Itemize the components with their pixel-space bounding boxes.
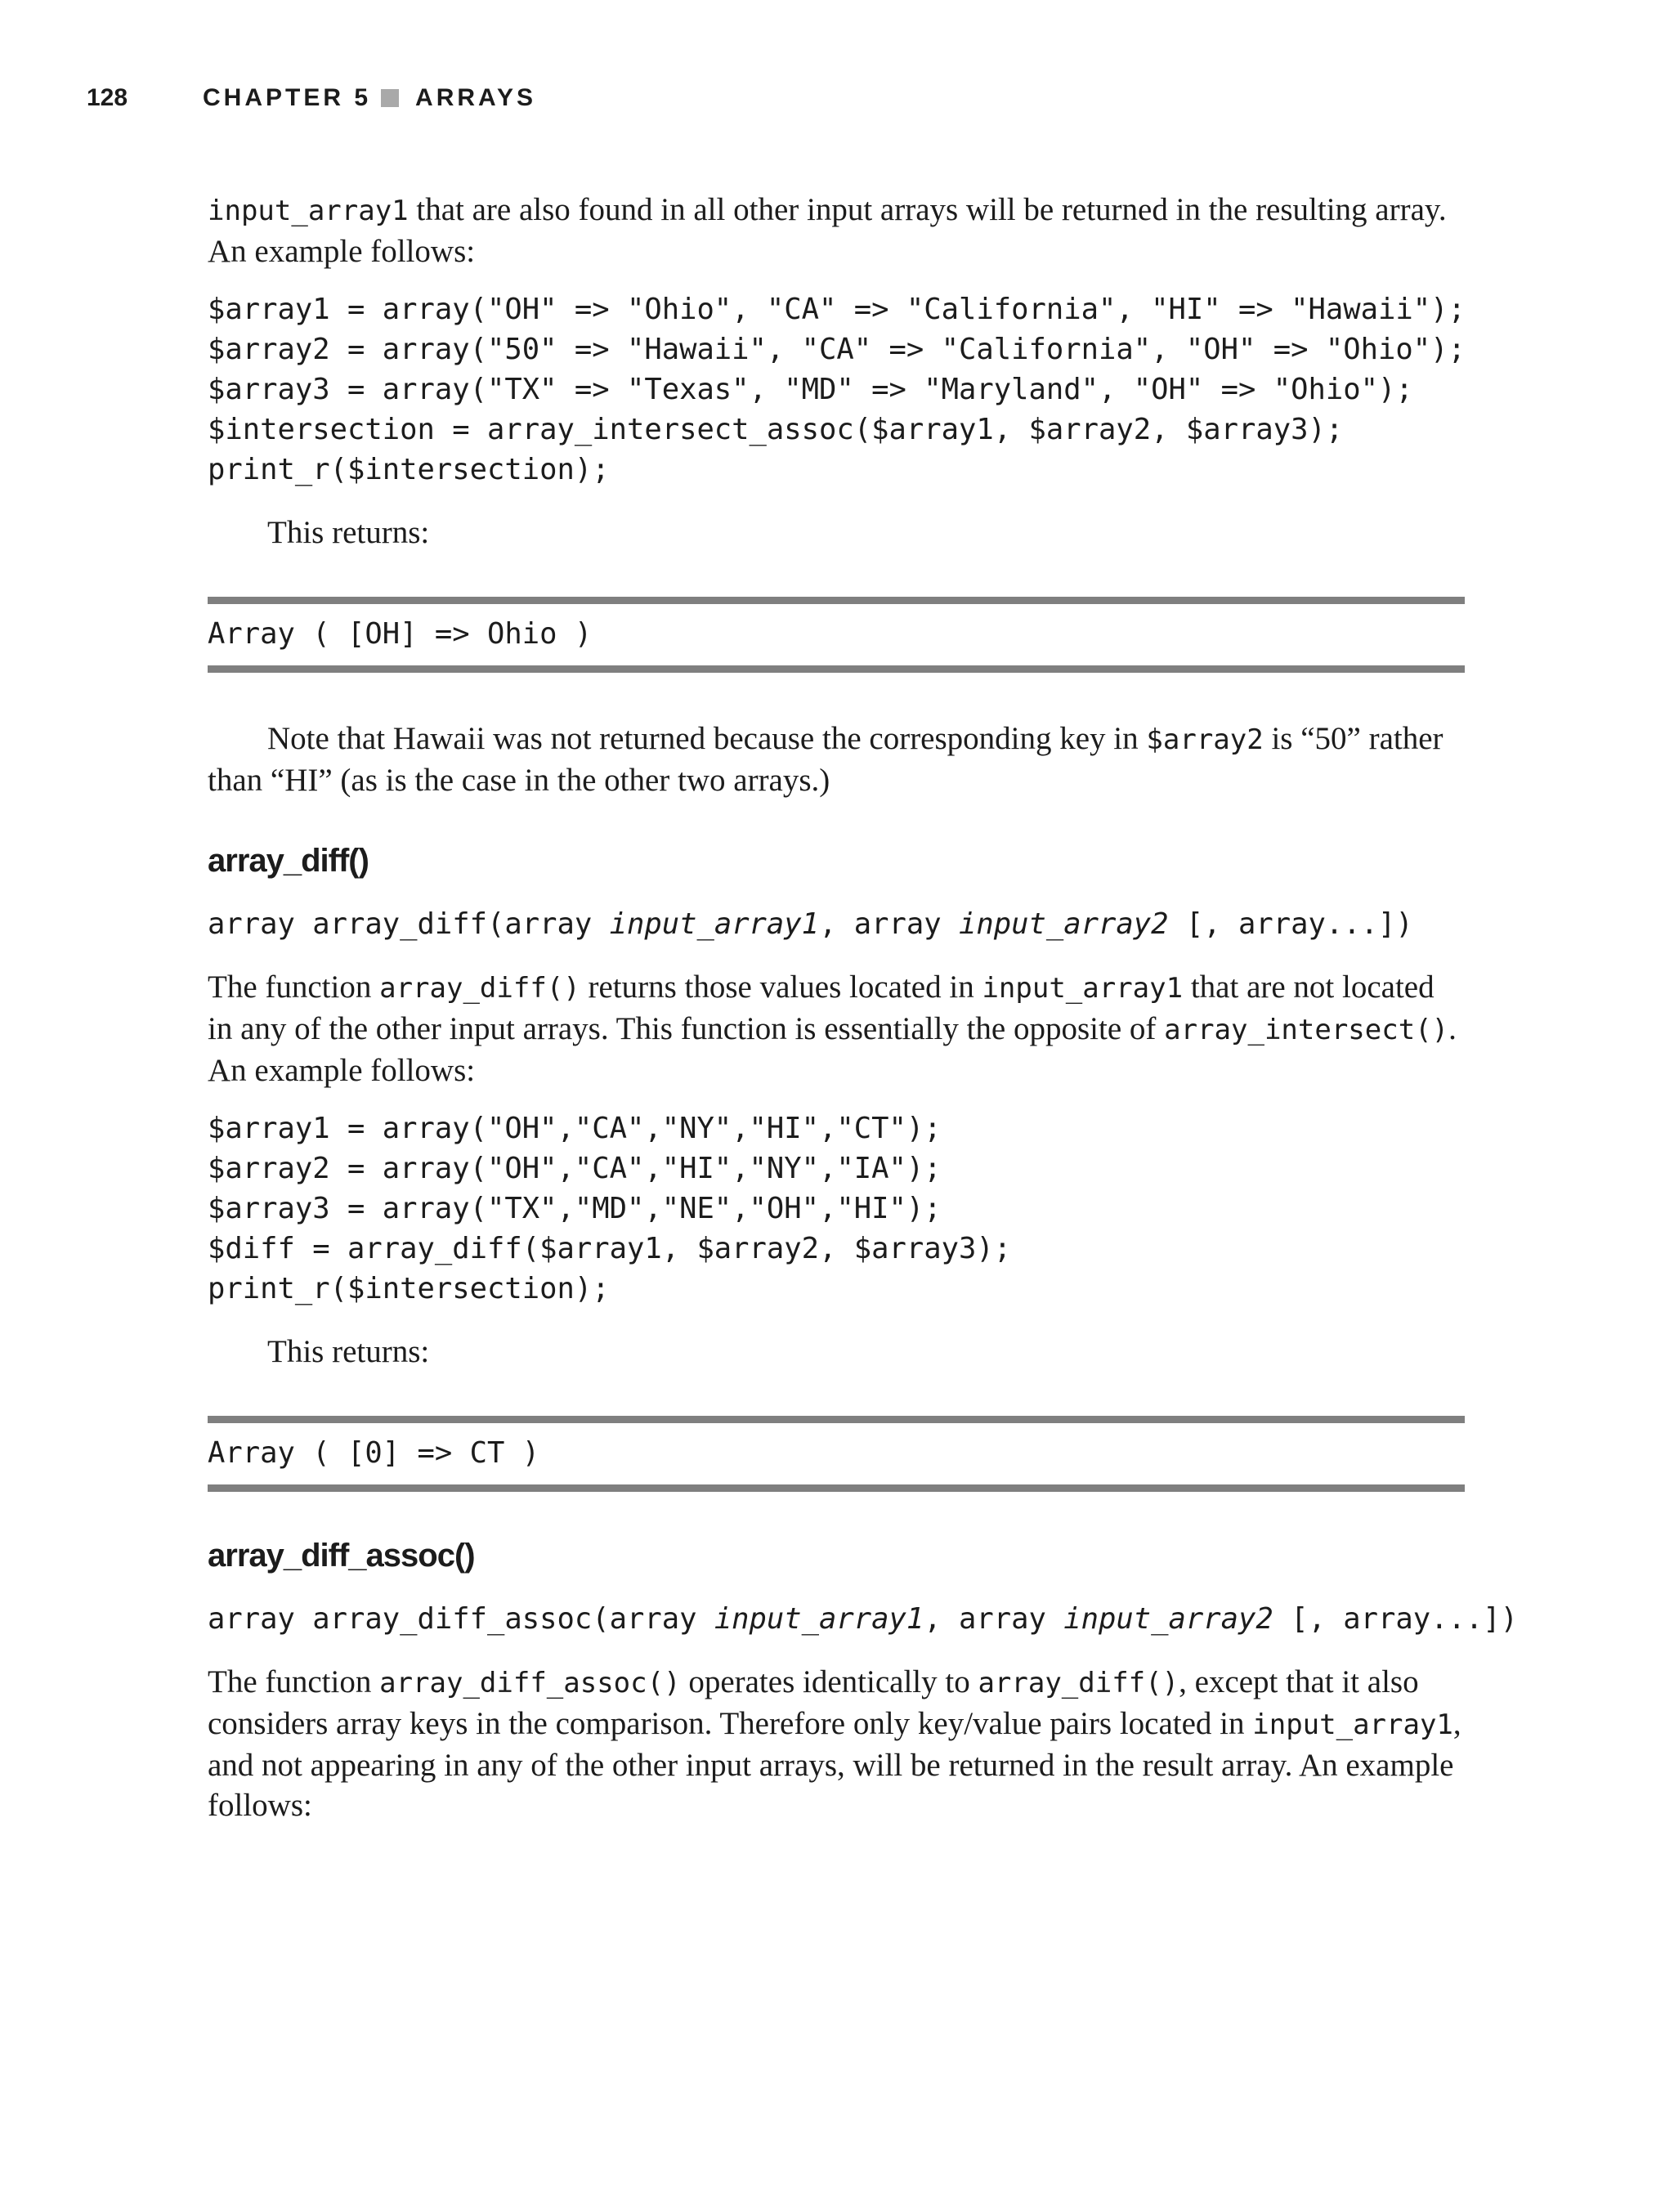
inline-code: array_diff() bbox=[978, 1667, 1179, 1699]
code-line: $array1 = array("OH" => "Ohio", "CA" => "California", "HI" => "Hawaii"); bbox=[208, 293, 1466, 326]
signature-text: array array_diff(array bbox=[208, 907, 610, 941]
code-line: $array2 = array("OH","CA","HI","NY","IA"); bbox=[208, 1152, 942, 1185]
inline-code: array_diff() bbox=[379, 972, 580, 1005]
function-signature bbox=[208, 904, 1466, 944]
array-diff-description bbox=[208, 967, 1466, 1090]
paragraph-text: , except that it also considers array keys in the comparison. Therefore only key/value pairs located in bbox=[208, 1664, 1419, 1741]
returns-label: This returns: bbox=[267, 515, 430, 550]
inline-code: $array2 bbox=[1146, 723, 1264, 756]
signature-text: [, array...]) bbox=[1273, 1602, 1518, 1636]
chapter-title: CHAPTER 5 bbox=[203, 84, 372, 111]
code-line: print_r($intersection); bbox=[208, 453, 610, 486]
section-heading-array-diff: array_diff() bbox=[208, 843, 369, 879]
page-number: 128 bbox=[87, 84, 128, 111]
inline-code: input_array1 bbox=[982, 972, 1184, 1005]
section-title: ARRAYS bbox=[415, 84, 536, 111]
signature-param: input_array1 bbox=[714, 1602, 924, 1636]
code-block-array-diff bbox=[208, 1108, 1466, 1309]
code-line: $array3 = array("TX","MD","NE","OH","HI"); bbox=[208, 1192, 942, 1225]
signature-text: , array bbox=[924, 1602, 1064, 1636]
output-box bbox=[208, 1416, 1465, 1492]
returns-label: This returns: bbox=[267, 1334, 430, 1369]
code-line: $array2 = array("50" => "Hawaii", "CA" => "California", "OH" => "Ohio"); bbox=[208, 333, 1466, 366]
chapter-label bbox=[203, 84, 536, 112]
inline-code: input_array1 bbox=[1252, 1708, 1453, 1741]
signature-param: input_array2 bbox=[959, 907, 1169, 941]
code-line: $array1 = array("OH","CA","NY","HI","CT"); bbox=[208, 1112, 942, 1145]
paragraph-text: . An example follows: bbox=[208, 1011, 1457, 1088]
output-text: Array ( [OH] => Ohio ) bbox=[208, 617, 593, 651]
code-line: print_r($intersection); bbox=[208, 1272, 610, 1305]
array-diff-assoc-description bbox=[208, 1662, 1466, 1825]
inline-code: input_array1 bbox=[208, 195, 409, 227]
signature-text: [, array...]) bbox=[1168, 907, 1413, 941]
output-box bbox=[208, 597, 1465, 673]
paragraph-text: is “50” rather than “HI” (as is the case in the other two arrays.) bbox=[208, 721, 1443, 798]
paragraph-text: that are not located in any of the other input arrays. This function is essentially the opposite of bbox=[208, 969, 1435, 1046]
code-line: $intersection = array_intersect_assoc($array1, $array2, $array3); bbox=[208, 413, 1344, 446]
page-content bbox=[208, 188, 1518, 1825]
paragraph-text: The function bbox=[208, 1664, 380, 1699]
code-line: $array3 = array("TX" => "Texas", "MD" => "Maryland", "OH" => "Ohio"); bbox=[208, 373, 1413, 406]
paragraph-text: The function bbox=[208, 969, 380, 1005]
signature-text: array array_diff_assoc(array bbox=[208, 1602, 714, 1636]
inline-code: array_intersect() bbox=[1164, 1014, 1449, 1046]
intro-paragraph bbox=[208, 190, 1466, 271]
signature-param: input_array1 bbox=[609, 907, 820, 941]
signature-param: input_array2 bbox=[1063, 1602, 1273, 1636]
paragraph-text: returns those values located in bbox=[580, 969, 982, 1005]
paragraph-text: operates identically to bbox=[680, 1664, 978, 1699]
paragraph-text: , and not appearing in any of the other input arrays, will be returned in the result array. An example follows: bbox=[208, 1706, 1461, 1823]
signature-text: , array bbox=[819, 907, 960, 941]
inline-code: array_diff_assoc() bbox=[379, 1667, 681, 1699]
note-paragraph bbox=[208, 719, 1466, 800]
code-block-intersect-assoc bbox=[208, 289, 1466, 490]
function-signature bbox=[208, 1599, 1518, 1639]
paragraph-text: that are also found in all other input arrays will be returned in the resulting array. An example follows: bbox=[208, 192, 1447, 269]
header-square-icon bbox=[381, 89, 399, 107]
code-line: $diff = array_diff($array1, $array2, $array3); bbox=[208, 1232, 1012, 1265]
paragraph-text: Note that Hawaii was not returned because the corresponding key in bbox=[267, 721, 1147, 756]
output-text: Array ( [0] => CT ) bbox=[208, 1436, 540, 1470]
section-heading-array-diff-assoc: array_diff_assoc() bbox=[208, 1538, 475, 1574]
